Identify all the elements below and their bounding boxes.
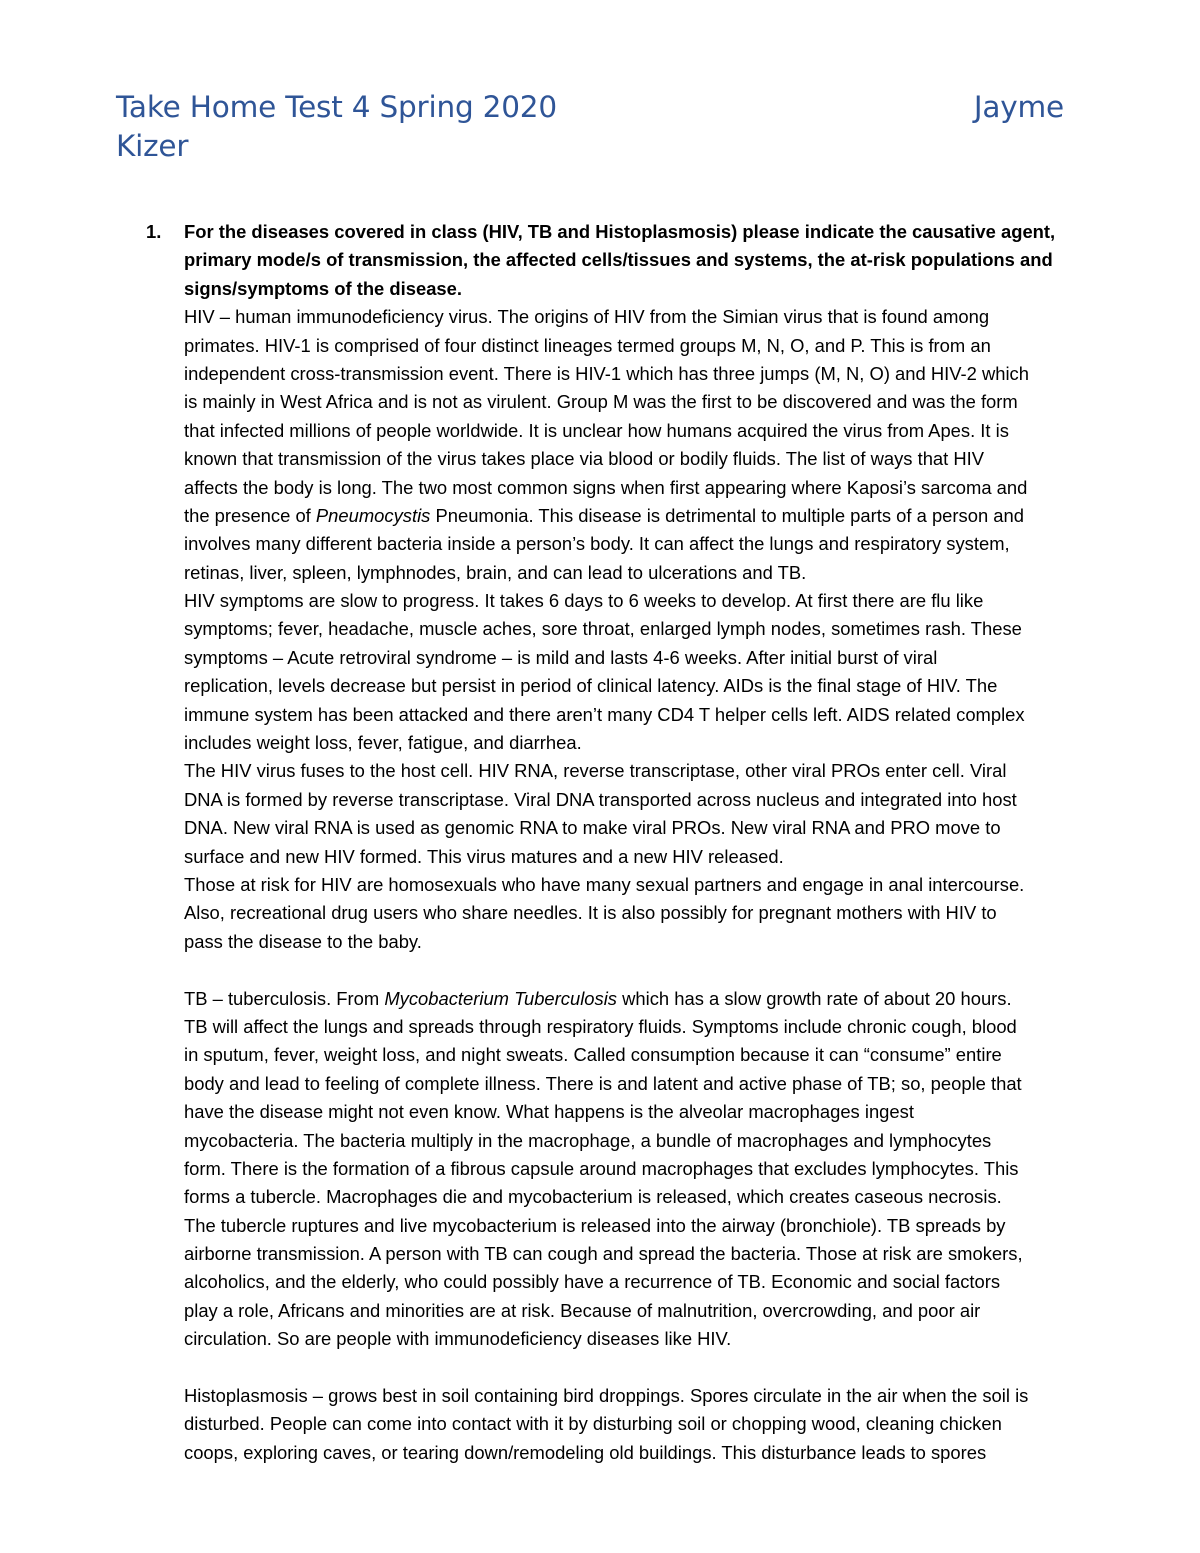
question-line: For the diseases covered in class (HIV, TB and Histoplasmosis) please indicate the causative agent,: [184, 221, 1056, 242]
hiv-line: DNA is formed by reverse transcriptase. Viral DNA transported across nucleus and integrated into host: [184, 788, 1017, 810]
question-line: primary mode/s of transmission, the affected cells/tissues and systems, the at-risk populations and: [184, 249, 1053, 271]
hiv-line: affects the body is long. The two most common signs when first appearing where Kaposi’s sarcoma and: [184, 476, 1028, 498]
question-number: 1.: [146, 221, 162, 242]
hiv-line: Those at risk for HIV are homosexuals who have many sexual partners and engage in anal intercourse.: [184, 873, 1025, 895]
tb-line: alcoholics, and the elderly, who could possibly have a recurrence of TB. Economic and social factors: [184, 1271, 1001, 1293]
histo-line: coops, exploring caves, or tearing down/remodeling old buildings. This disturbance leads to spores: [184, 1441, 987, 1463]
tb-line: [184, 985, 1099, 1013]
tb-line: TB will affect the lungs and spreads through respiratory fluids. Symptoms include chronic cough, blood: [184, 1015, 1017, 1037]
hiv-line-text: the presence of: [184, 504, 316, 526]
hiv-line: that infected millions of people worldwide. It is unclear how humans acquired the virus from Apes. It is: [184, 419, 1009, 441]
hiv-line-text: Pneumonia. This disease is detrimental to multiple parts of a person and: [430, 504, 1024, 526]
tb-line-text: which has a slow growth rate of about 20 hours.: [617, 987, 1012, 1009]
question-block: [146, 218, 1099, 1467]
tb-line: The tubercle ruptures and live mycobacterium is released into the airway (bronchiole). TB spreads by: [184, 1214, 1006, 1236]
hiv-line: involves many different bacteria inside a person’s body. It can affect the lungs and respiratory system,: [184, 533, 1010, 555]
document-title: [116, 88, 1064, 166]
title-text: Take Home Test 4 Spring 2020: [116, 90, 557, 124]
tb-line: in sputum, fever, weight loss, and night sweats. Called consumption because it can “consume” entire: [184, 1044, 1002, 1066]
hiv-line: independent cross-transmission event. There is HIV-1 which has three jumps (M, N, O) and HIV-2 which: [184, 362, 1029, 384]
hiv-line: retinas, liver, spleen, lymphnodes, brain, and can lead to ulcerations and TB.: [184, 561, 807, 583]
tb-line: have the disease might not even know. What happens is the alveolar macrophages ingest: [184, 1101, 914, 1123]
hiv-line: surface and new HIV formed. This virus matures and a new HIV released.: [184, 845, 784, 867]
hiv-line: symptoms; fever, headache, muscle aches, sore throat, enlarged lymph nodes, sometimes rash. These: [184, 618, 1022, 640]
tb-line: form. There is the formation of a fibrous capsule around macrophages that excludes lymphocytes. This: [184, 1157, 1019, 1179]
author-last-name: Kizer: [116, 129, 189, 163]
tb-line-text: TB – tuberculosis. From: [184, 987, 385, 1009]
tb-line: body and lead to feeling of complete illness. There is and latent and active phase of TB; so, people that: [184, 1072, 1022, 1094]
hiv-line: [184, 502, 1099, 530]
tb-line-italic: Mycobacterium Tuberculosis: [384, 987, 617, 1009]
paragraph-gap: [184, 956, 1099, 984]
hiv-line: includes weight loss, fever, fatigue, and diarrhea.: [184, 732, 582, 754]
histo-line: Histoplasmosis – grows best in soil containing bird droppings. Spores circulate in the air when the soil is: [184, 1385, 1029, 1407]
paragraph-gap: [184, 1354, 1099, 1382]
tb-line: play a role, Africans and minorities are at risk. Because of malnutrition, overcrowding, and poor air: [184, 1299, 981, 1321]
hiv-line: is mainly in West Africa and is not as virulent. Group M was the first to be discovered and was the form: [184, 391, 1018, 413]
hiv-line: HIV symptoms are slow to progress. It takes 6 days to 6 weeks to develop. At first there are flu like: [184, 590, 984, 612]
hiv-line: Also, recreational drug users who share needles. It is also possibly for pregnant mothers with HIV to: [184, 902, 997, 924]
tb-line: airborne transmission. A person with TB can cough and spread the bacteria. Those at risk are smokers,: [184, 1243, 1023, 1265]
hiv-line: primates. HIV-1 is comprised of four distinct lineages termed groups M, N, O, and P. This is from an: [184, 334, 991, 356]
hiv-line: immune system has been attacked and there aren’t many CD4 T helper cells left. AIDS related complex: [184, 703, 1025, 725]
tb-line: mycobacteria. The bacteria multiply in the macrophage, a bundle of macrophages and lymphocytes: [184, 1129, 992, 1151]
histo-line: disturbed. People can come into contact with it by disturbing soil or chopping wood, cleaning chicken: [184, 1413, 1002, 1435]
tb-line: forms a tubercle. Macrophages die and mycobacterium is released, which creates caseous necrosis.: [184, 1186, 1002, 1208]
hiv-line: DNA. New viral RNA is used as genomic RNA to make viral PROs. New viral RNA and PRO move to: [184, 817, 1001, 839]
hiv-line: pass the disease to the baby.: [184, 930, 422, 952]
hiv-line: replication, levels decrease but persist in period of clinical latency. AIDs is the final stage of HIV. The: [184, 675, 998, 697]
hiv-line: HIV – human immunodeficiency virus. The origins of HIV from the Simian virus that is found among: [184, 306, 990, 328]
hiv-line-italic: Pneumocystis: [315, 504, 431, 526]
hiv-line: The HIV virus fuses to the host cell. HIV RNA, reverse transcriptase, other viral PROs enter cell. Viral: [184, 760, 1007, 782]
author-first-name: Jayme: [973, 90, 1064, 124]
tb-line: circulation. So are people with immunodeficiency diseases like HIV.: [184, 1328, 732, 1350]
hiv-line: symptoms – Acute retroviral syndrome – is mild and lasts 4-6 weeks. After initial burst of viral: [184, 646, 938, 668]
hiv-line: known that transmission of the virus takes place via blood or bodily fluids. The list of ways that HIV: [184, 448, 985, 470]
question-line: signs/symptoms of the disease.: [184, 277, 462, 299]
